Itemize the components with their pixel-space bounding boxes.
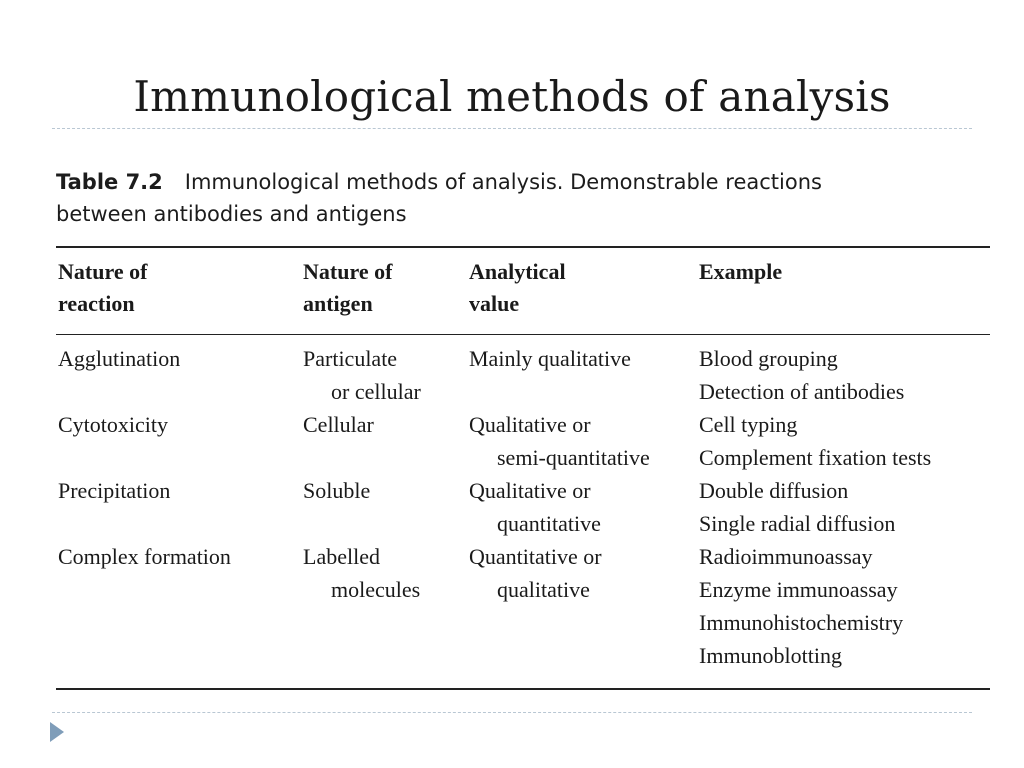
table-header-rule [56,334,990,335]
header-nature-of-antigen: Nature of antigen [303,259,393,316]
table-row [56,408,990,474]
table-bottom-rule [56,688,990,690]
table-row [56,474,990,540]
header-analytical-value: Analytical value [469,259,566,316]
cell-antigen: Particulate or cellular [303,346,421,404]
table-row [56,540,990,672]
table-row [56,342,990,408]
table-top-rule [56,246,990,248]
cell-example: Double diffusion Single radial diffusion [699,478,896,536]
table-caption-label: Table 7.2 [56,170,163,194]
cell-example: Radioimmunoassay Enzyme immunoassay Immunohistochemistry Immunoblotting [699,544,904,668]
cell-antigen: Cellular [303,412,374,437]
cell-antigen: Soluble [303,478,371,503]
header-nature-of-reaction: Nature of reaction [58,259,148,316]
cell-reaction: Cytotoxicity [58,412,168,437]
cell-reaction: Complex formation [58,544,231,569]
cell-analytical-value: Qualitative or quantitative [469,478,601,536]
table-body [56,342,990,672]
header-example: Example [699,259,783,284]
table-header-row [56,256,990,326]
cell-example: Cell typing Complement fixation tests [699,412,932,470]
footer-divider [52,712,972,713]
table-caption-line-1: Immunological methods of analysis. Demonstrable reactions [184,170,822,194]
title-divider [52,128,972,129]
slide-title: Immunological methods of analysis [133,72,891,121]
cell-analytical-value: Mainly qualitative [469,346,631,371]
triangle-right-icon [50,722,64,742]
table-caption-line-2: between antibodies and antigens [56,202,407,226]
cell-reaction: Precipitation [58,478,171,503]
cell-analytical-value: Qualitative or semi-quantitative [469,412,650,470]
cell-antigen: Labelled molecules [303,544,421,602]
table-caption [56,166,956,230]
cell-example: Blood grouping Detection of antibodies [699,346,905,404]
cell-analytical-value: Quantitative or qualitative [469,544,602,602]
cell-reaction: Agglutination [58,346,181,371]
